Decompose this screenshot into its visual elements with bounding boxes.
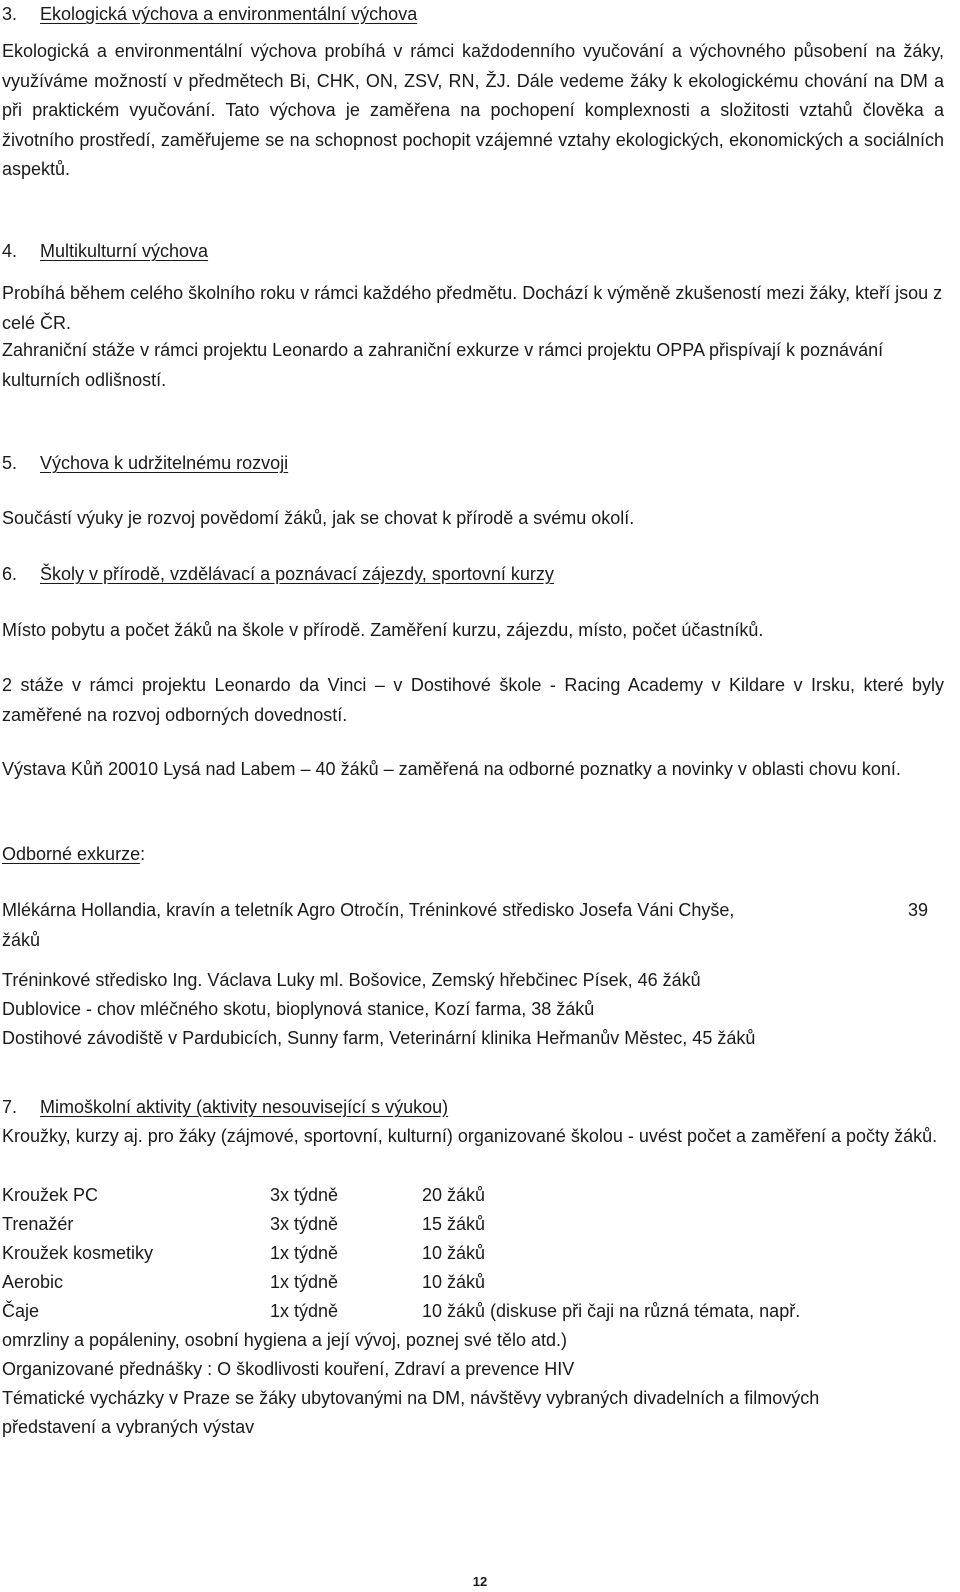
section-6-paragraph-1: Místo pobytu a počet žáků na škole v přírodě. Zaměření kurzu, zájezdu, místo, počet účastníků.: [2, 620, 764, 640]
excursion-1: [2, 896, 944, 956]
activity-count: 10 žáků: [422, 1272, 486, 1292]
activity-frequency: 1x týdně: [270, 1243, 339, 1263]
section-number: 5.: [2, 453, 18, 473]
section-title: Školy v přírodě, vzdělávací a poznávací zájezdy, sportovní kurzy: [40, 564, 554, 584]
activity-frequency: 3x týdně: [270, 1185, 339, 1205]
section-title: Multikulturní výchova: [40, 241, 209, 261]
excursion-3: Dublovice - chov mléčného skotu, bioplynová stanice, Kozí farma, 38 žáků: [2, 999, 595, 1019]
excursion-4: Dostihové závodiště v Pardubicích, Sunny farm, Veterinární klinika Heřmanův Městec, 45 žáků: [2, 1028, 756, 1048]
section-title: Mimoškolní aktivity (aktivity nesouvisející s výukou): [40, 1097, 449, 1117]
activity-name: Aerobic: [2, 1272, 64, 1292]
excursions-colon: :: [140, 844, 146, 864]
section-7-heading: [2, 1093, 944, 1123]
section-3-heading: [2, 0, 944, 30]
section-4-heading: [2, 237, 944, 267]
section-number: 7.: [2, 1097, 18, 1117]
excursions-heading: [2, 840, 145, 869]
section-5-heading: [2, 449, 944, 479]
excursion-1-text: Mlékárna Hollandia, kravín a teletník Agro Otročín, Tréninkové středisko Josefa Váni Chyše,: [2, 900, 735, 920]
activity-count: 10 žáků (diskuse při čaji na různá témata, např.: [422, 1301, 801, 1321]
section-4-paragraph-1: Probíhá během celého školního roku v rámci každého předmětu. Dochází k výměně zkušeností mezi žáky, kteří jsou z celé ČR.: [2, 283, 943, 333]
excursions-label: Odborné exkurze: [2, 844, 141, 864]
activity-continuation: omrzliny a popáleniny, osobní hygiena a její vývoj, poznej své tělo atd.): [2, 1330, 567, 1350]
section-number: 4.: [2, 241, 18, 261]
section-4-paragraph-2: Zahraniční stáže v rámci projektu Leonardo a zahraniční exkurze v rámci projektu OPPA přispívají k poznávání kulturních odlišností.: [2, 340, 884, 390]
activity-count: 20 žáků: [422, 1185, 486, 1205]
activity-name: Čaje: [2, 1301, 40, 1321]
section-title: Výchova k udržitelnému rozvoji: [40, 453, 289, 473]
excursion-1-count: 39: [907, 900, 928, 920]
section-6-paragraph-3: Výstava Kůň 20010 Lysá nad Labem – 40 žáků – zaměřená na odborné poznatky a novinky v oblasti chovu koní.: [2, 759, 901, 779]
activity-name: Trenažér: [2, 1214, 74, 1234]
activity-frequency: 1x týdně: [270, 1301, 339, 1321]
page-number: 12: [472, 1574, 488, 1589]
excursion-2: Tréninkové středisko Ing. Václava Luky ml. Bošovice, Zemský hřebčinec Písek, 46 žáků: [2, 970, 701, 990]
activity-frequency: 3x týdně: [270, 1214, 339, 1234]
activity-count: 10 žáků: [422, 1243, 486, 1263]
section-title: Ekologická výchova a environmentální výchova: [40, 4, 418, 24]
section-6-paragraph-2: 2 stáže v rámci projektu Leonardo da Vinci – v Dostihové škole - Racing Academy v Kildare v Irsku, které byly zaměřené na rozvoj odborných dovedností.: [2, 675, 944, 725]
section-7-intro: Kroužky, kurzy aj. pro žáky (zájmové, sportovní, kulturní) organizované školou - uvést počet a zaměření a počty žáků.: [2, 1126, 938, 1146]
activity-name: Kroužek PC: [2, 1185, 99, 1205]
lectures-line: Organizované přednášky : O škodlivosti kouření, Zdraví a prevence HIV: [2, 1359, 575, 1379]
walks-paragraph: Tématické vycházky v Praze se žáky ubytovanými na DM, návštěvy vybraných divadelních a filmových představení a vybraných výstav: [2, 1388, 820, 1437]
activity-frequency: 1x týdně: [270, 1272, 339, 1292]
section-3-paragraph: Ekologická a environmentální výchova probíhá v rámci každodenního vyučování a výchovného působení na žáky, využíváme možností v předmětech Bi, CHK, ON, ZSV, RN, ŽJ. Dále vedeme žáky k ekologickému chování na DM a při praktickém vyučování. Tato výchova je zaměřena na pochopení komplexnosti a složitosti vztahů člověka a životního prostředí, zaměřujeme se na schopnost pochopit vzájemné vztahy ekologických, ekonomických a sociálních aspektů.: [2, 41, 944, 179]
section-number: 3.: [2, 4, 18, 24]
activity-count: 15 žáků: [422, 1214, 486, 1234]
section-6-heading: [2, 560, 944, 590]
activity-name: Kroužek kosmetiky: [2, 1243, 154, 1263]
excursion-1-unit: žáků: [2, 929, 41, 950]
section-5-paragraph: Součástí výuky je rozvoj povědomí žáků, jak se chovat k přírodě a svému okolí.: [2, 508, 635, 528]
section-number: 6.: [2, 564, 18, 584]
